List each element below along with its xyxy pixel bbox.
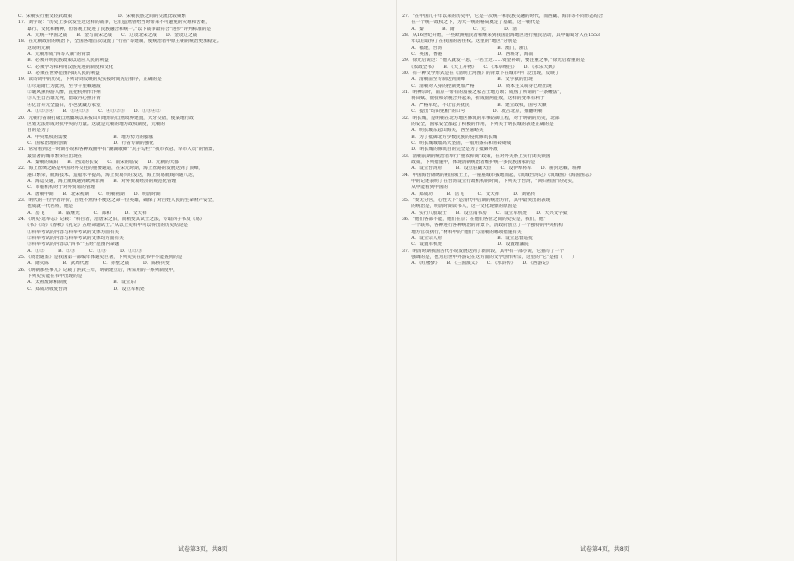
- question-line: A．元统一中国之战 B．金与南宋之战 C．辽攻北宋之战 D．金攻辽之战: [18, 33, 198, 39]
- question-line: C．国家治理的创新 D．行省专制的强化: [18, 140, 154, 146]
- question-line: A．海运交通，海上航线通到欧洲非洲 B．对外贸易经济的规范化管理: [18, 178, 177, 184]
- question-line: ②暖风熏得游人醉，直把杭州作汴州: [18, 90, 101, 96]
- question-line: 24．《明史·选举志》记载：“科目者，沿唐宋之旧，而稍变其试士之法，专取四子书及《易》: [18, 217, 205, 222]
- question-line: 20．元朝行省制打破自然疆域以来按山川地形的自然境界建置，犬牙交错，使某地行政: [18, 115, 194, 121]
- question-line: 区划无法形成对抗中央的力量。这就是元朝的地方政权制度，元朝的: [18, 121, 166, 127]
- question-line: 36．“他们各部不能，他们在京；在他们各位之间的史实是，我们，他”: [402, 217, 546, 222]
- question-line: C．明长城城墙高大坚固，一般用条石和青砖砌成: [402, 140, 512, 146]
- question-line: A．郑成功 B．岳飞 C．文天祥 D．刘铭传: [402, 191, 536, 197]
- question-line: 23．明代的一位学者评价，百姓不然得不便这之命一位英雄，确保了对百姓人民的生命财产安全，: [18, 197, 217, 203]
- question-line: A．太祖废除相制度 B．设立东厂: [18, 280, 140, 286]
- question-line: A．①② B．②③ C．①③ D．①②③: [18, 248, 143, 254]
- question-line: 的统治是，明清时期读书人，这一文化现象的原因是: [402, 204, 517, 210]
- question-line: B．必须开明民族政策以适应人民的利益: [18, 58, 109, 64]
- question-line: 35．“奏无分宫，心性天下”是清代中后期的统治方针，其中最突出的表现: [402, 197, 551, 203]
- question-line: 25．《资治通鉴》是我国第一部编年体通史巨著，下列史实在此书中不能查到的是: [18, 255, 183, 261]
- question-line: A．秦 B．隋 C．元 D．清: [402, 26, 517, 32]
- question-line: ①科举考试的内容与科举考试的文体方面有关: [18, 229, 120, 235]
- question-line: 29．徐光启说过：“他人就发一思，一名士过……资金补助，要注重之事，”徐光启着重的是: [402, 58, 585, 64]
- question-line: C．必须学习和利用汉族先进的制度和文化: [18, 64, 114, 70]
- question-line: 22．海上丝绸之路是中国对外交往的重要通道，在宋元时期，海上丝路的发展达到了顶峰，: [18, 166, 204, 172]
- question-line: ③人生自古谁无死，留取丹心照汗青: [18, 96, 101, 102]
- question-line: 27．“在中国几千年以来的历史中，它是一次统一和民族交融的时代，而西藏、海洋等不同形态结合: [402, 14, 604, 19]
- question-line: ②科举考试的内容与科举考试的文体均方面有关: [18, 236, 124, 242]
- question-line: 最显著的城市繁荣应出现在: [18, 153, 83, 159]
- question-line: C．郑成功收复台湾 D．设立军机处: [18, 286, 145, 292]
- question-line: A．福建，台湾 B．澳门，浙江: [402, 45, 529, 51]
- question-line: 26．《明朝那些事儿》记载了洪武三年，明朝建立后，所采用的一系列制度中，: [18, 267, 178, 273]
- right-page: [402, 14, 772, 539]
- question-line: 年以后取得了在我国的居住权。这里的“地区”分别是: [402, 39, 517, 45]
- question-line: A．隋灭陈 B．武周代唐 C．赤壁之战 D．陈桥兵变: [18, 261, 170, 267]
- question-line: A．唐朝中期 B．北宋初期 C．明朝初期 D．明清时期: [18, 191, 161, 197]
- question-line: ①尽道隋亡为此河，至今千里赖通波: [18, 83, 101, 89]
- question-line: A．明长城东起山海关，西至嘉峪关: [402, 128, 484, 134]
- question-line: C．设置军机处 D．设置理藩院: [402, 242, 529, 248]
- page-fold-divider: [396, 0, 397, 561]
- question-line: 31．明神宗时，南京一带有的富豪之家占士地万顷；成熟了所谓的“一条鞭法”，: [402, 90, 565, 96]
- question-line: C．宋朝实行重文轻武政策 D．宋朝民族之间的交流比较频繁: [18, 14, 186, 19]
- question-line: 《书》《诗》《春秋》《礼记》五经命题试士。”从以上史料中可以得出的历史结论是: [18, 223, 189, 229]
- question-line: A．元朝形成“四等人制”的背景: [18, 52, 91, 58]
- question-line: 的安全，国家安全都起了积极的作用，下列关于明长城的表述正确的是: [402, 121, 554, 127]
- question-line: 30．有一种文学形式是在《清明上河图》的背景下在城市中广泛出现，反映了: [402, 71, 560, 77]
- question-line: A．实行八股取士 B．设立南书房 C．设立军机处 D．大兴文字狱: [402, 210, 568, 216]
- question-line: C．市舶机构对于对外贸易的管理: [18, 185, 96, 191]
- question-line: 19．读诗词中的历史，下列诗词反映的史实按时间先后排序，正确的是: [18, 77, 162, 83]
- question-line: 地方官员执行，”材料中的“他们”与清朝的哪项措施有关: [402, 229, 522, 235]
- question-line: 政策，下列措施中，体现清朝统治者维护统一多民族国家的是: [402, 159, 536, 165]
- left-page-footer: 试卷第3页，共8页: [178, 546, 228, 553]
- question-line: A．秦朝的咸阳 B．西汉的长安 C．南宋的临安 D．元朝的大都: [18, 159, 179, 165]
- question-line: ③科举考试的内容以“四书”“五经”范围内命题: [18, 242, 120, 248]
- left-page: [18, 14, 388, 539]
- question-line: A．设立宗人府 B．设立总督巡抚: [402, 236, 533, 242]
- question-line: 港口繁荣，航海技术、造船水平提高，海上贸易兴旺发达，海上贸易航线四通八达，: [18, 172, 198, 178]
- question-line: 34．中国海台锦绣的祖国领土上，一座座城市拔地而起，《筑城台湾记》《筑城图》《海国图志》: [402, 172, 594, 178]
- question-line: C．提出“均田免粮”的口号 D．攻占北京，推翻明朝: [402, 109, 543, 115]
- question-line: 这说明元朝: [18, 45, 51, 51]
- question-line: 33．清朝前期的统治者奉行“重农抑商”政策，在对外关系上实行闭关锁国: [402, 153, 551, 159]
- question-line: 目的是为了: [18, 128, 51, 134]
- question-line: D．必须在世界范围内联人民的利益: [18, 71, 100, 77]
- question-line: 18．在元朝政府的统治下，全国各地首次设置了“行省”等建制，使统治者中原王朝的统治更加稳定。: [18, 39, 222, 45]
- question-line: A．严格军纪，不让官兵扰民 B．建立政权，国号大顺: [402, 102, 547, 108]
- question-line: 也成就一代名将，他是: [18, 204, 74, 210]
- question-line: 21．常常看到这一时期小说和各种戏曲中有“潮湖歌舞”“瓦子勾栏”“夜市衣冠、早市人员”的情景，: [18, 147, 218, 153]
- question-line: 一个联邦，各种进行各种统治的背景下，清政府创立了一个独特的中央机构: [402, 223, 563, 229]
- question-line: A．设立台湾府 B．设立驻藏大臣 C．设伊犁将军 D．册封达赖、班禅: [402, 166, 582, 172]
- question-line: A．清朝前至专制达到顶峰 B．文字狱的出现: [402, 77, 533, 83]
- question-line: 17．刘宇说：“历史上多次发生过这样的战争，它们虽然曾给当时带来不可避免的灾难和苦难，: [18, 20, 210, 26]
- question-line: 37．明清时期我国古代小说发展达到了新阶段，其中有一部小说，它描写了一个: [402, 248, 565, 254]
- question-line: A．岳飞 B．戚继光 C．郑和 D．文天祥: [18, 210, 147, 216]
- question-line: C．清朝对人身的控制更加严格 D．资本主义萌芽已经出现: [402, 83, 552, 89]
- question-line: 28．从16世纪开始，一些欧洲殖民者相继来到我国沿海地区进行殖民活动，其中葡萄牙人在1553: [402, 33, 600, 39]
- question-line: 《农政全书》 B．《天工开物》 C．《本草纲目》 D．《永乐大典》: [402, 64, 558, 70]
- right-page-footer: 试卷第4页，共8页: [580, 546, 630, 553]
- question-line: 强调的是，也为后世中外游记在这方面的文学创作所宗，这里的“它”是指（ ）: [402, 255, 577, 261]
- question-line: 32．明长城，是明朝在北方地区修筑的军事防御工程，对于明朝的历史，北部: [402, 115, 560, 121]
- question-line: 将田赋、徭役和杂税合并起来，折成银两征收，这样的变革有利于: [402, 96, 545, 102]
- question-line: A．中央集权的需要 B．地方势力的膨胀: [18, 134, 154, 140]
- question-line: ④亿昔开元全盛日，小邑犹藏万家室: [18, 102, 101, 108]
- question-line: 暴行、文化和精神，但客观上促进了民族融合和统一。”以下战争最符合“进步”评判标准的是: [18, 26, 212, 32]
- question-line: A．《红楼梦》 B．《三国演义》 C．《水浒传》 D．《西游记》: [402, 261, 552, 267]
- question-line: C．英国，香港 D．西班牙，海南: [402, 52, 534, 58]
- question-line: 中的记述表明了在台湾设立行政机构的时间，下列关于台湾，“回归祖国”的史实，: [402, 178, 577, 184]
- question-line: 从中能看到中国的: [402, 185, 448, 191]
- question-line: D．明长城的修筑目的完全是为了抵御外敌: [402, 147, 498, 153]
- question-line: B．为了抵御北方少数民族的侵扰修筑长城: [402, 134, 498, 140]
- question-line: A．①②③④ B．①④②③ C．④①②③ D．①③④②: [18, 109, 161, 115]
- question-line: 在一个统一政权之下，为大一统的格局奠定了基础，这一朝代是: [402, 20, 540, 26]
- question-line: 下列史实能在书中出现的是: [18, 274, 83, 280]
